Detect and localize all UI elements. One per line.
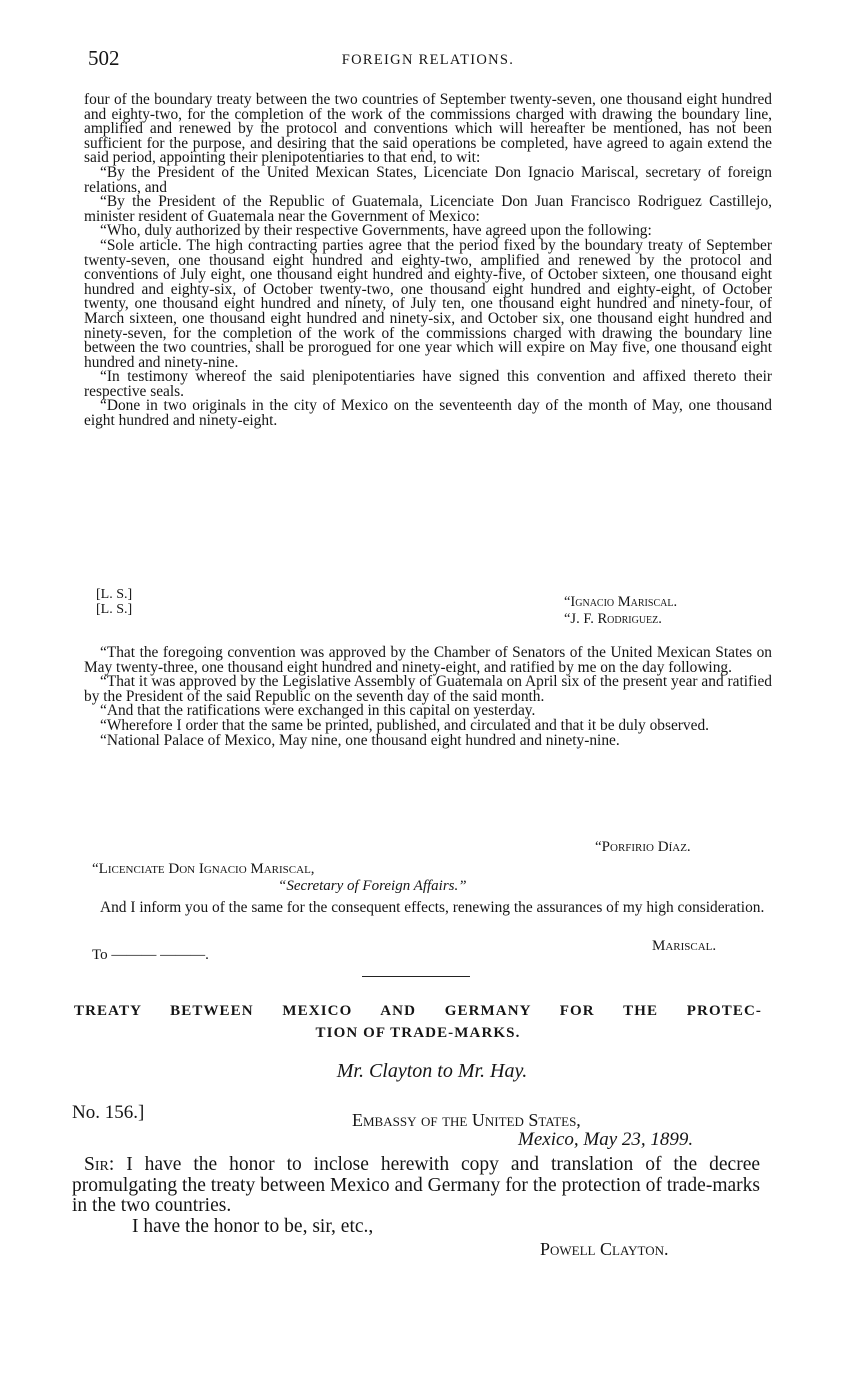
- paragraph: “National Palace of Mexico, May nine, one thousand eight hundred and ninety-nine.: [100, 731, 620, 749]
- letter-subheading: Mr. Clayton to Mr. Hay.: [336, 1060, 528, 1082]
- convention-text: [84, 93, 772, 429]
- heading-line: TION OF TRADE-MARKS.: [315, 1025, 521, 1041]
- paragraph: “And that the ratifications were exchanged in this capital on yesterday.: [100, 702, 536, 720]
- page-number: 502: [88, 46, 120, 70]
- despatch-number: No. 156.]: [72, 1102, 145, 1123]
- paragraph: “Done in two originals in the city of Mexico on the seventeenth day of the month of May, one thousand eight hundred and ninety-eight.: [84, 397, 772, 430]
- running-header: [88, 46, 768, 70]
- plenipotentiary-signatures: [564, 594, 677, 627]
- paragraph: “Sole article. The high contracting parties agree that the period fixed by the boundary treaty of September twenty-seven, one thousand eight hundred and eighty-two, amplified and renewed by the protocol and conventions of July eight, one thousand eight hundred and eighty-five, of October sixteen, one thousand eight hundred and eighty-six, of October twenty-two, one thousand eight hundred and eighty-eight, of October twenty, one thousand eight hundred and ninety, of July ten, one thousand eight hundred and ninety-four, of March sixteen, one thousand eight hundred and ninety-six, and October six, one thousand eight hundred and ninety-seven, for the completion of the work of the commissions charged with drawing the boundary line between the two countries, shall be prorogued for one year which will expire on May five, one thousand eight hundred and ninety-nine.: [84, 236, 772, 371]
- closing-line: I have the honor to be, sir, etc.,: [132, 1215, 374, 1237]
- closing-text: [84, 901, 772, 916]
- licenciate-line: “Licenciate Don Ignacio Mariscal,: [92, 861, 315, 877]
- signature: “Ignacio Mariscal.: [564, 594, 678, 610]
- paragraph: “That it was approved by the Legislative Assembly of Guatemala on April six of the present year and ratified by the President of the said Republic on the seventh day of the said month.: [84, 673, 772, 705]
- addressee-line: To ——— ———.: [92, 947, 209, 963]
- paragraph: four of the boundary treaty between the two countries of September twenty-seven, one thousand eight hundred and eighty-two, for the completion of the work of the commissions charged with drawing the boundary line, amplified and renewed by the protocol and conventions which will hereafter be mentioned, has not been sufficient for the purpose, and desiring that the said operations be completed, have agreed to again extend the said period, appointing their plenipotentiaries to that end, to wit:: [84, 91, 772, 167]
- secretary-line: “Secretary of Foreign Affairs.”: [278, 878, 467, 894]
- letter-body: [72, 1155, 760, 1237]
- seal-mark: [L. S.]: [96, 587, 133, 602]
- salutation: Sir:: [84, 1154, 115, 1175]
- signature-mariscal: Mariscal.: [652, 938, 717, 954]
- seal-mark: [L. S.]: [96, 602, 133, 617]
- signature: “J. F. Rodriguez.: [564, 611, 662, 627]
- signature-diaz: “Porfirio Díaz.: [595, 839, 691, 855]
- embassy-line: Embassy of the United States,: [352, 1110, 581, 1130]
- signature-clayton: Powell Clayton.: [540, 1239, 669, 1259]
- paragraph: “By the President of the United Mexican States, Licenciate Don Ignacio Mariscal, secretary of foreign relations, and: [84, 163, 772, 196]
- decree-text: [84, 646, 772, 748]
- paragraph: “In testimony whereof the said plenipotentiaries have signed this convention and affixed thereto their respective seals.: [84, 368, 772, 400]
- paragraph: “Wherefore I order that the same be printed, published, and circulated and that it be duly observed.: [100, 716, 709, 734]
- dateline: Mexico, May 23, 1899.: [518, 1129, 694, 1150]
- paragraph: [72, 1155, 760, 1217]
- paragraph: “That the foregoing convention was approved by the Chamber of Senators of the United Mexican States on May twenty-three, one thousand eight hundred and ninety-eight, and ratified by me on the day following.: [84, 644, 772, 676]
- letter-text: I have the honor to inclose herewith copy and translation of the decree promulgating the treaty between Mexico and Germany for the protection of trade-marks in the two countries.: [72, 1154, 760, 1216]
- section-heading: [74, 1000, 762, 1044]
- paragraph: “Who, duly authorized by their respective Governments, have agreed upon the following:: [100, 222, 652, 240]
- seal-marks: [96, 587, 132, 617]
- section-divider: [362, 976, 470, 977]
- paragraph: And I inform you of the same for the consequent effects, renewing the assurances of my high consideration.: [100, 899, 765, 916]
- paragraph: “By the President of the Republic of Guatemala, Licenciate Don Juan Francisco Rodriguez Castillejo, minister resident of Guatemala near the Government of Mexico:: [84, 193, 772, 225]
- heading-line: TREATY BETWEEN MEXICO AND GERMANY FOR THE PROTEC-: [74, 1003, 762, 1019]
- running-title: FOREIGN RELATIONS.: [341, 52, 515, 68]
